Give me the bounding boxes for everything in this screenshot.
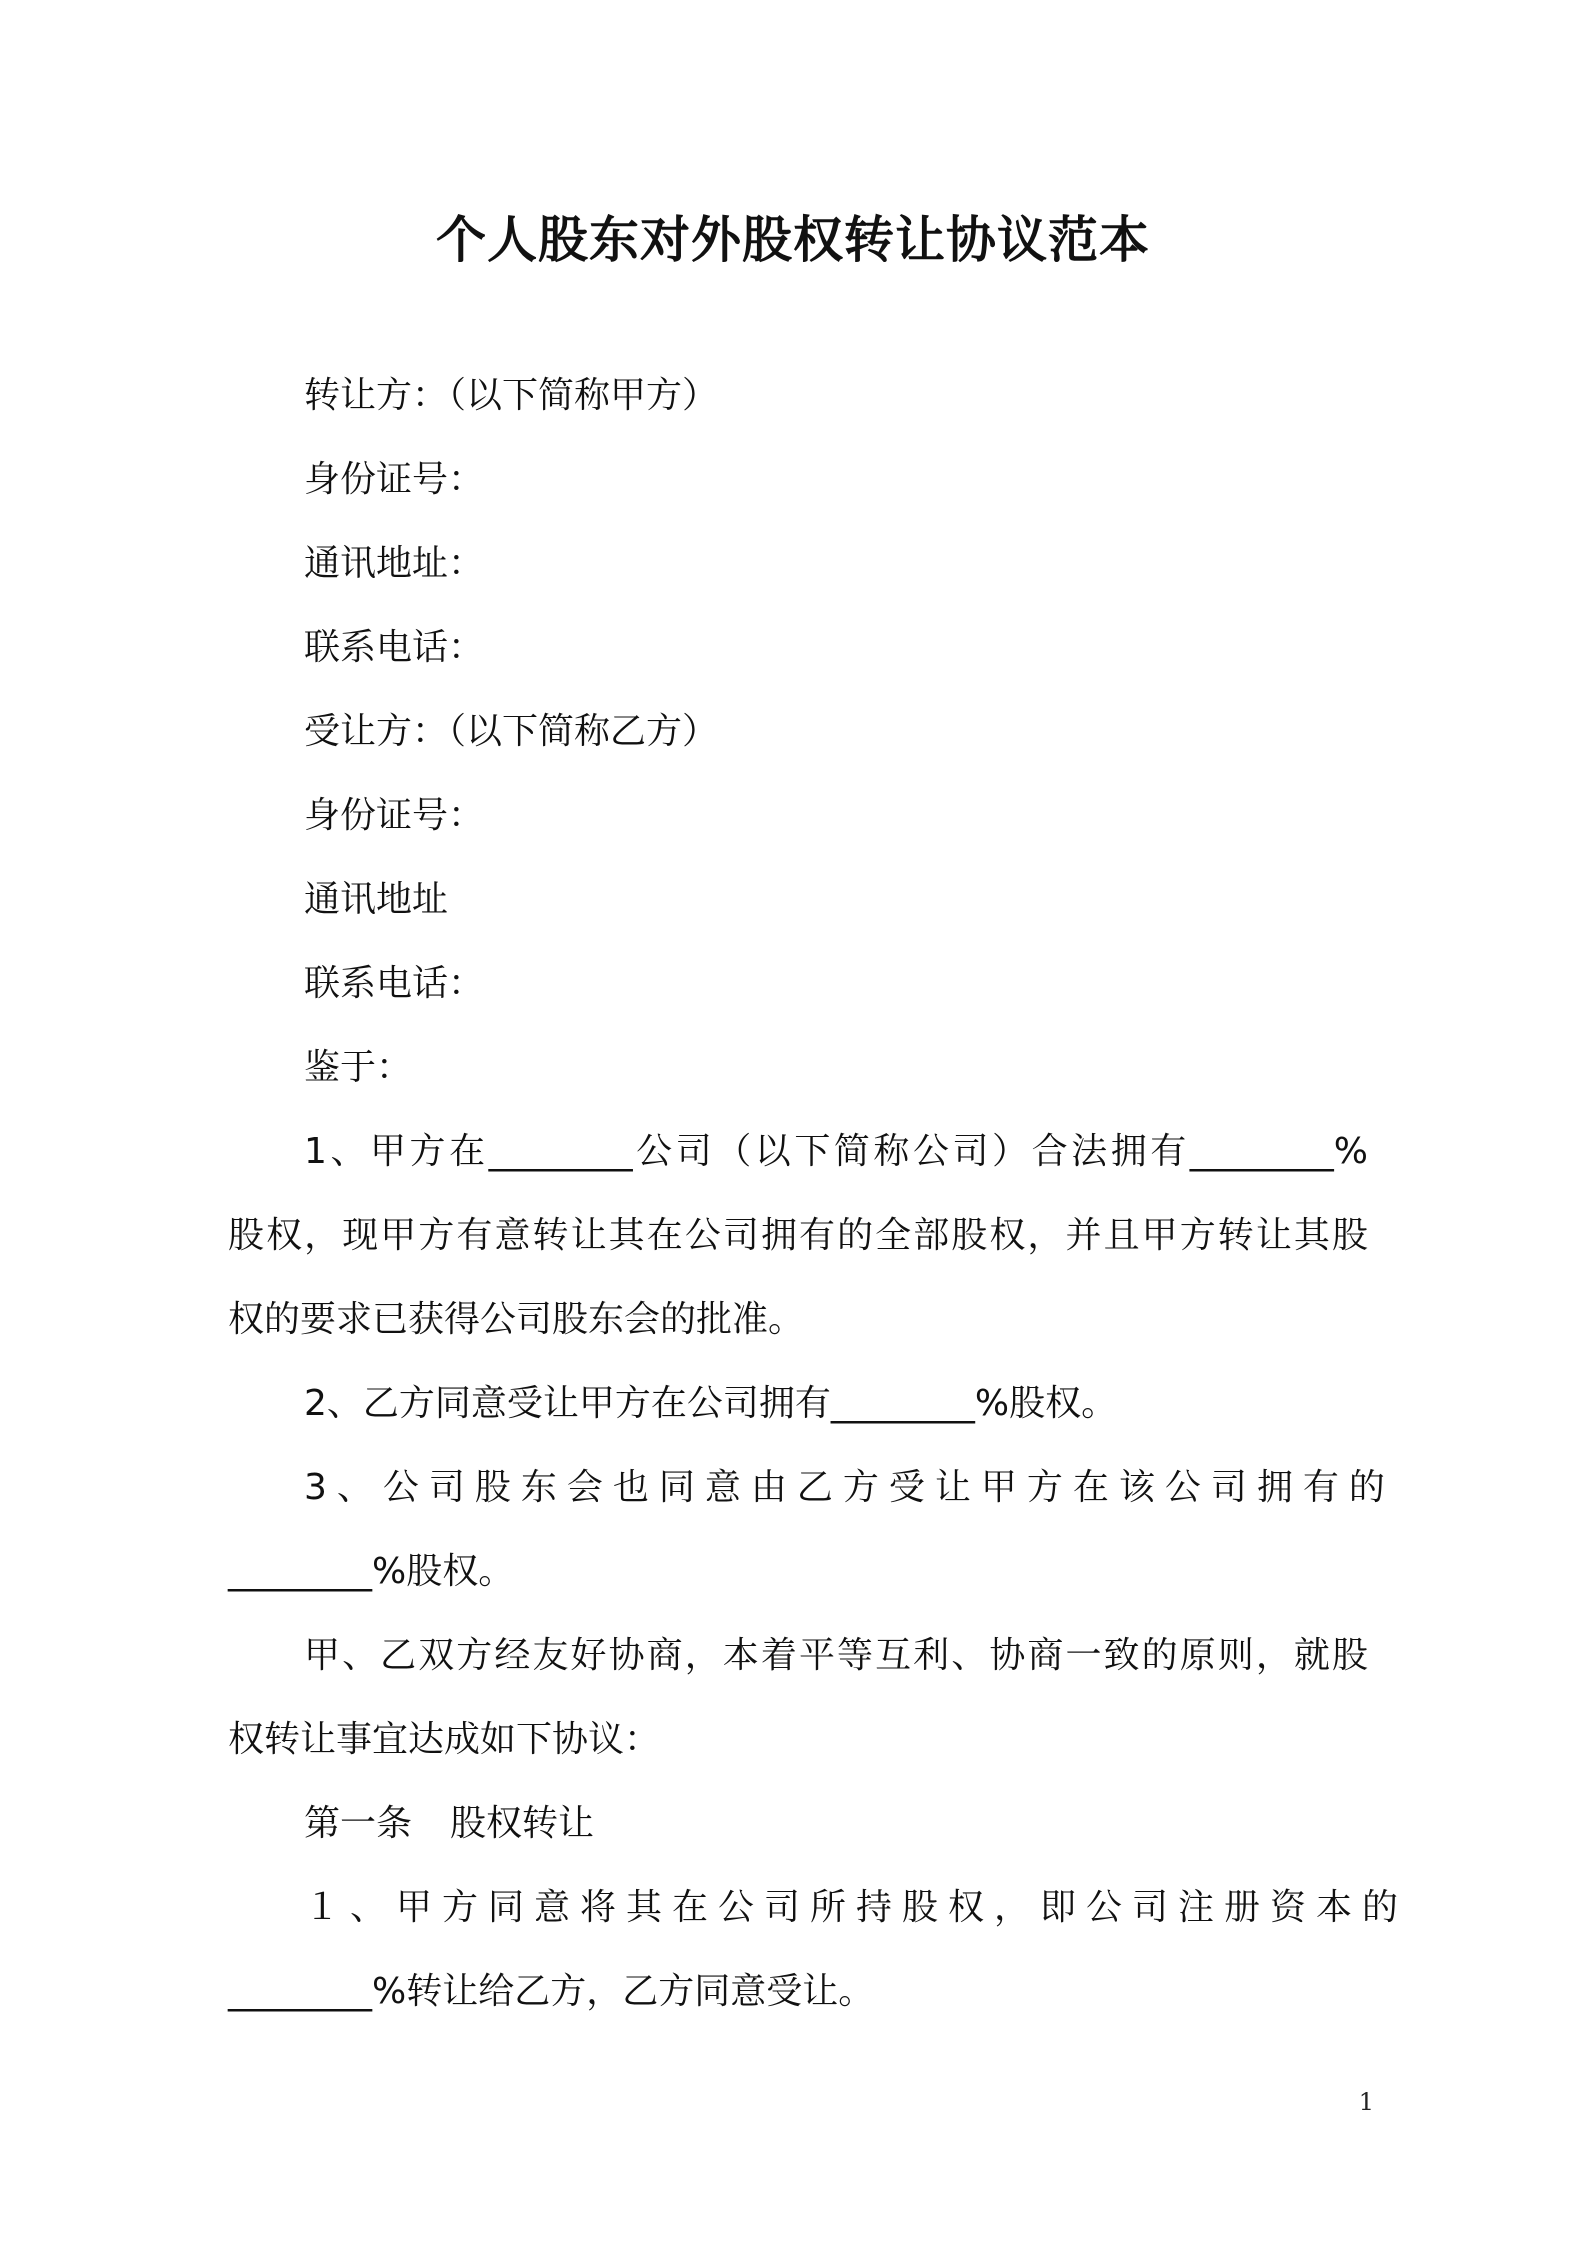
- document-body: [228, 354, 1409, 2034]
- transferor-address-field: 通讯地址：: [304, 543, 485, 584]
- transferee-id-field: 身份证号：: [304, 795, 485, 836]
- transferee-label: 受让方：（以下简称乙方）: [304, 711, 719, 752]
- recital-item-3-line-1: 3、公司股东会也同意由乙方受让甲方在该公司拥有的: [304, 1467, 1395, 1508]
- page-number: 1: [1358, 2088, 1374, 2116]
- transferee-address-field: 通讯地址: [304, 879, 449, 920]
- article-1-number: 第一条: [304, 1803, 413, 1844]
- recitals-heading: 鉴于：: [304, 1047, 413, 1088]
- recital-item-1-line-2: 股权，现甲方有意转让其在公司拥有的全部股权，并且甲方转让其股: [228, 1215, 1368, 1256]
- article-1-title: 股权转让: [450, 1803, 595, 1844]
- document-title: 个人股东对外股权转让协议范本: [436, 211, 1150, 269]
- recital-item-1-line-1: 1、甲方在________公司（以下简称公司）合法拥有________%: [304, 1131, 1368, 1172]
- article-1-clause-1-line-2: ________%转让给乙方，乙方同意受让。: [228, 1971, 875, 2012]
- transferor-phone-field: 联系电话：: [304, 627, 485, 668]
- article-1-clause-1-line-1: １、甲方同意将其在公司所持股权，即公司注册资本的: [304, 1887, 1409, 1928]
- transferee-phone-field: 联系电话：: [304, 963, 485, 1004]
- transferor-label: 转让方：（以下简称甲方）: [304, 375, 719, 416]
- agreement-statement-line-1: 甲、乙双方经友好协商，本着平等互利、协商一致的原则，就股: [304, 1635, 1368, 1676]
- recital-item-3-line-2: ________%股权。: [228, 1551, 515, 1592]
- transferor-id-field: 身份证号：: [304, 459, 485, 500]
- recital-item-2: 2、乙方同意受让甲方在公司拥有________%股权。: [304, 1383, 1118, 1424]
- article-1-heading: [228, 1782, 1368, 1866]
- recital-item-1-line-3: 权的要求已获得公司股东会的批准。: [228, 1299, 805, 1340]
- agreement-statement-line-2: 权转让事宜达成如下协议：: [228, 1719, 661, 1760]
